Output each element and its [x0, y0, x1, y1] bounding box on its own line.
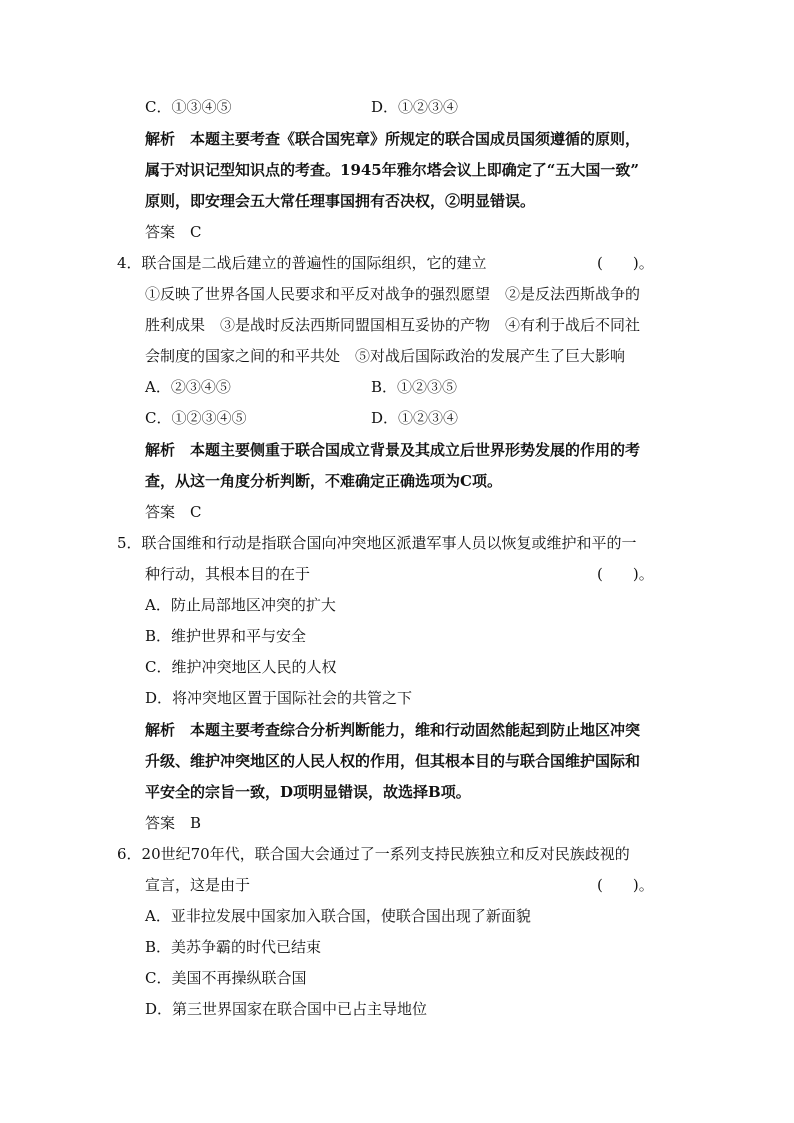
q4-analysis-line-1: 解析 本题主要侧重于联合国成立背景及其成立后世界形势发展的作用的考 [145, 441, 641, 459]
q5-answer: 答案 B [145, 814, 202, 832]
q5-stem-line-2: 种行动，其根本目的在于 [145, 565, 311, 583]
q4-stem: 4．联合国是二战后建立的普遍性的国际组织，它的建立 [117, 254, 487, 272]
q3-analysis-line-1: 解析 本题主要考查《联合国宪章》所规定的联合国成员国须遵循的原则， [145, 130, 641, 148]
q4-answer-blank: ( )。 [597, 254, 654, 272]
q6-stem-line-2: 宣言，这是由于 [145, 876, 251, 894]
q3-analysis-line-2: 属于对识记型知识点的考查。1945年雅尔塔会议上即确定了“五大国一致” [145, 161, 640, 179]
q5-option-a: A．防止局部地区冲突的扩大 [145, 596, 336, 614]
q5-option-b: B．维护世界和平与安全 [145, 627, 307, 645]
q6-option-a: A．亚非拉发展中国家加入联合国，使联合国出现了新面貌 [145, 907, 531, 925]
q6-option-b: B．美苏争霸的时代已结束 [145, 938, 322, 956]
q4-item-line-3: 会制度的国家之间的和平共处 ⑤对战后国际政治的发展产生了巨大影响 [145, 347, 626, 365]
q4-option-a: A．②③④⑤ [145, 378, 231, 396]
q4-answer: 答案 C [145, 503, 202, 521]
q6-stem-line-1: 6．20世纪70年代，联合国大会通过了一系列支持民族独立和反对民族歧视的 [117, 845, 630, 863]
q6-option-d: D．第三世界国家在联合国中已占主导地位 [145, 1000, 428, 1018]
q5-stem-line-1: 5．联合国维和行动是指联合国向冲突地区派遣军事人员以恢复或维护和平的一 [117, 534, 637, 552]
q4-item-line-1: ①反映了世界各国人民要求和平反对战争的强烈愿望 ②是反法西斯战争的 [145, 285, 641, 303]
q5-analysis-line-3: 平安全的宗旨一致，D项明显错误，故选择B项。 [145, 783, 471, 801]
q3-option-c: C．①③④⑤ [145, 98, 232, 116]
q5-analysis-line-1: 解析 本题主要考查综合分析判断能力，维和行动固然能起到防止地区冲突 [145, 721, 641, 739]
q3-answer: 答案 C [145, 223, 202, 241]
q4-analysis-line-2: 查，从这一角度分析判断，不难确定正确选项为C项。 [145, 472, 502, 490]
q5-answer-blank: ( )。 [597, 565, 654, 583]
q4-option-d: D．①②③④ [371, 409, 459, 427]
q4-option-b: B．①②③⑤ [371, 378, 458, 396]
q3-option-d: D．①②③④ [371, 98, 459, 116]
q6-answer-blank: ( )。 [597, 876, 654, 894]
q3-analysis-line-3: 原则，即安理会五大常任理事国拥有否决权，②明显错误。 [145, 192, 536, 210]
q4-item-line-2: 胜利成果 ③是战时反法西斯同盟国相互妥协的产物 ④有利于战后不同社 [145, 316, 641, 334]
q4-option-c: C．①②③④⑤ [145, 409, 247, 427]
q5-option-d: D．将冲突地区置于国际社会的共管之下 [145, 689, 413, 707]
q6-option-c: C．美国不再操纵联合国 [145, 969, 307, 987]
q5-analysis-line-2: 升级、维护冲突地区的人民人权的作用，但其根本目的与联合国维护国际和 [145, 752, 641, 770]
q5-option-c: C．维护冲突地区人民的人权 [145, 658, 337, 676]
